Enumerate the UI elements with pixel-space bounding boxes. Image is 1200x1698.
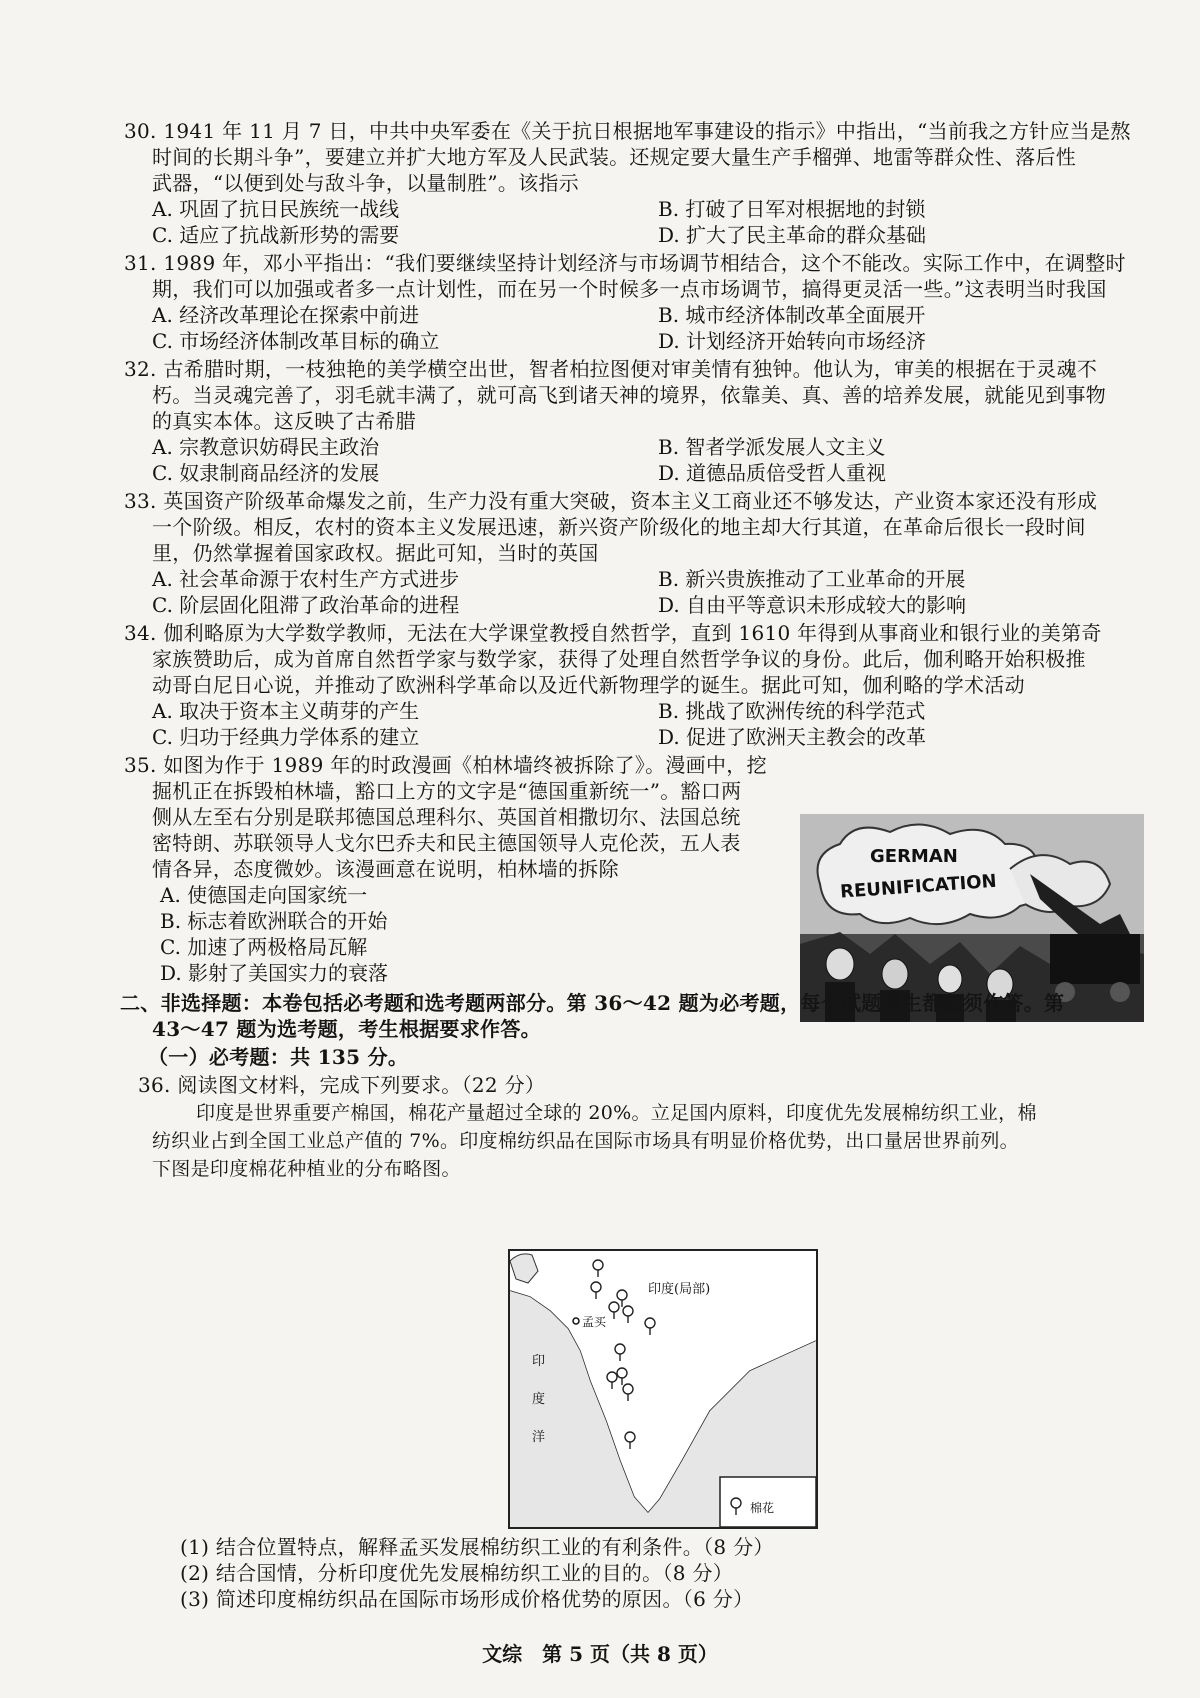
cartoon-text-german: GERMAN: [870, 846, 958, 867]
question-31-line-2: 期，我们可以加强或者多一点计划性，而在另一个时候多一点市场调节，搞得更灵活一些。”这表明当时我国: [152, 277, 1107, 301]
question-33-option-d: D. 自由平等意识未形成较大的影响: [658, 593, 967, 617]
question-32-option-d: D. 道德品质倍受哲人重视: [658, 461, 887, 485]
question-36-material-line-3: 下图是印度棉花种植业的分布略图。: [152, 1158, 461, 1180]
question-36-sub-1: (1) 结合位置特点，解释孟买发展棉纺织工业的有利条件。（8 分）: [180, 1535, 774, 1559]
question-31-option-a: A. 经济改革理论在探索中前进: [152, 303, 420, 327]
india-cotton-map: [508, 1249, 818, 1529]
question-30-line-1: 30. 1941 年 11 月 7 日，中共中央军委在《关于抗日根据地军事建设的指示》中指出，“当前我之方针应当是熬: [124, 119, 1131, 143]
question-34-line-2: 家族赞助后，成为首席自然哲学家与数学家，获得了处理自然哲学争议的身份。此后，伽利略开始积极推: [152, 647, 1086, 671]
question-36-sub-2: (2) 结合国情，分析印度优先发展棉纺织工业的目的。（8 分）: [180, 1561, 734, 1585]
question-30-option-b: B. 打破了日军对根据地的封锁: [658, 197, 926, 221]
question-35-option-c: C. 加速了两极格局瓦解: [160, 935, 368, 959]
question-33-line-3: 里，仍然掌握着国家政权。据此可知，当时的英国: [152, 541, 599, 565]
question-35-option-a: A. 使德国走向国家统一: [160, 883, 368, 907]
map-ocean-label-2: 度: [532, 1392, 546, 1407]
question-36-sub-3: (3) 简述印度棉纺织品在国际市场形成价格优势的原因。（6 分）: [180, 1587, 754, 1611]
question-32-option-b: B. 智者学派发展人文主义: [658, 435, 886, 459]
question-36-heading: 36. 阅读图文材料，完成下列要求。（22 分）: [138, 1073, 546, 1097]
question-30-option-a: A. 巩固了抗日民族统一战线: [152, 197, 400, 221]
question-32-line-1: 32. 古希腊时期，一枝独艳的美学横空出世，智者柏拉图便对审美情有独钟。他认为，审美的根据在于灵魂不: [124, 357, 1098, 381]
question-35-option-d: D. 影射了美国实力的衰落: [160, 961, 389, 985]
question-31-option-c: C. 市场经济体制改革目标的确立: [152, 329, 440, 353]
question-30-line-3: 武器，“以便到处与敌斗争，以量制胜”。该指示: [152, 171, 580, 195]
question-32-line-2: 朽。当灵魂完善了，羽毛就丰满了，就可高飞到诸天神的境界，依靠美、真、善的培养发展，就能见到事物: [152, 383, 1107, 407]
question-34-line-3: 动哥白尼日心说，并推动了欧洲科学革命以及近代新物理学的诞生。据此可知，伽利略的学术活动: [152, 673, 1025, 697]
question-34-option-b: B. 挑战了欧洲传统的科学范式: [658, 699, 926, 723]
question-32-option-a: A. 宗教意识妨碍民主政治: [152, 435, 380, 459]
mumbai-dot: [573, 1318, 579, 1324]
question-31-option-b: B. 城市经济体制改革全面展开: [658, 303, 926, 327]
question-36-material-line-2: 纺织业占到全国工业总产值的 7%。印度棉纺织品在国际市场具有明显价格优势，出口量居世界前列。: [152, 1130, 1019, 1152]
page-footer: 文综 第 5 页（共 8 页）: [482, 1642, 718, 1666]
map-city-label: 孟买: [582, 1315, 607, 1329]
section-2-subheading: （一）必考题：共 135 分。: [148, 1045, 409, 1069]
question-34-option-a: A. 取决于资本主义萌芽的产生: [152, 699, 420, 723]
map-ocean-label-3: 洋: [532, 1430, 546, 1445]
question-33-option-c: C. 阶层固化阻滞了政治革命的进程: [152, 593, 460, 617]
question-34-line-1: 34. 伽利略原为大学数学教师，无法在大学课堂教授自然哲学，直到 1610 年得到从事商业和银行业的美第奇: [124, 621, 1102, 645]
map-ocean-label-1: 印: [532, 1354, 546, 1369]
question-35-line-2: 掘机正在拆毁柏林墙，豁口上方的文字是“德国重新统一”。豁口两: [152, 779, 742, 803]
question-35-line-4: 密特朗、苏联领导人戈尔巴乔夫和民主德国领导人克伦茨，五人表: [152, 831, 741, 855]
question-33-line-1: 33. 英国资产阶级革命爆发之前，生产力没有重大突破，资本主义工商业还不够发达，产业资本家还没有形成: [124, 489, 1098, 513]
question-31-option-d: D. 计划经济开始转向市场经济: [658, 329, 927, 353]
map-region-label: 印度(局部): [648, 1282, 711, 1297]
question-30-option-c: C. 适应了抗战新形势的需要: [152, 223, 400, 247]
question-30-option-d: D. 扩大了民主革命的群众基础: [658, 223, 927, 247]
question-35-line-3: 侧从左至右分别是联邦德国总理科尔、英国首相撒切尔、法国总统: [152, 805, 741, 829]
section-2-line-2: 43～47 题为选考题，考生根据要求作答。: [152, 1017, 541, 1041]
cartoon-text-reunification: REUNIFICATION: [839, 870, 998, 903]
question-33-option-a: A. 社会革命源于农村生产方式进步: [152, 567, 460, 591]
question-35-option-b: B. 标志着欧洲联合的开始: [160, 909, 388, 933]
map-drawing: [510, 1251, 816, 1527]
question-36-material-line-1: 印度是世界重要产棉国，棉花产量超过全球的 20%。立足国内原料，印度优先发展棉纺织工业，棉: [196, 1102, 1037, 1124]
map-legend-label: 棉花: [750, 1501, 775, 1515]
question-33-option-b: B. 新兴贵族推动了工业革命的开展: [658, 567, 966, 591]
question-34-option-d: D. 促进了欧洲天主教会的改革: [658, 725, 927, 749]
question-30-line-2: 时间的长期斗争”，要建立并扩大地方军及人民武装。还规定要大量生产手榴弹、地雷等群众性、落后性: [152, 145, 1077, 169]
question-33-line-2: 一个阶级。相反，农村的资本主义发展迅速，新兴资产阶级化的地主却大行其道，在革命后很长一段时间: [152, 515, 1086, 539]
question-31-line-1: 31. 1989 年，邓小平指出：“我们要继续坚持计划经济与市场调节相结合，这个不能改。实际工作中，在调整时: [124, 251, 1126, 275]
question-35-line-5: 情各异，态度微妙。该漫画意在说明，柏林墙的拆除: [152, 857, 619, 881]
question-34-option-c: C. 归功于经典力学体系的建立: [152, 725, 420, 749]
section-2-line-1: 二、非选择题：本卷包括必考题和选考题两部分。第 36～42 题为必考题，每个试题考生都必须作答。第: [120, 991, 1065, 1015]
question-32-line-3: 的真实本体。这反映了古希腊: [152, 409, 416, 433]
question-32-option-c: C. 奴隶制商品经济的发展: [152, 461, 380, 485]
question-35-line-1: 35. 如图为作于 1989 年的时政漫画《柏林墙终被拆除了》。漫画中，挖: [124, 753, 767, 777]
